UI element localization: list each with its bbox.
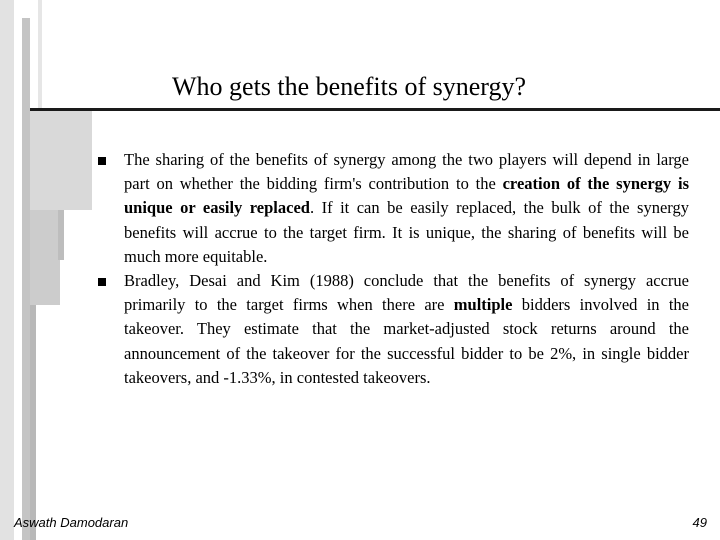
bullet-text [124, 271, 689, 387]
square-bullet-icon [98, 278, 106, 286]
decor-bar [0, 0, 14, 540]
title-divider [30, 108, 720, 111]
bullet-text [124, 150, 689, 266]
decor-bar [30, 305, 36, 540]
decor-bar [22, 18, 30, 540]
bold-text-run: multiple [453, 295, 513, 315]
slide-title: Who gets the benefits of synergy? [172, 72, 527, 101]
text-run: bidders involved in the takeover. They estimate that the market-adjusted stock returns around the announcement of the takeover for the successful bidder to be 2%, in single bidder takeovers, and -1.33%, in contested takeovers. [124, 295, 690, 387]
decor-block [30, 110, 92, 210]
decor-block [30, 210, 60, 305]
bold-text-run: creation of the synergy is unique or easily replaced [124, 174, 689, 218]
text-run: The sharing of the benefits of synergy among the two players will depend in large part on whether the bidding firm's contribution to the [124, 150, 689, 194]
footer-author: Aswath Damodaran [14, 515, 129, 530]
bullet-item [95, 148, 689, 269]
decor-bar [58, 210, 64, 260]
bullet-list [95, 148, 689, 390]
text-run: Bradley, Desai and Kim (1988) conclude that the benefits of synergy accrue primarily to the target firms when there are [124, 271, 689, 315]
decor-bar [38, 0, 42, 110]
bullet-item [95, 269, 689, 390]
square-bullet-icon [98, 157, 106, 165]
text-run: . If it can be easily replaced, the bulk of the synergy benefits will accrue to the target firm. It is unique, the sharing of benefits will be much more equitable. [124, 198, 689, 266]
page-number: 49 [692, 515, 707, 530]
